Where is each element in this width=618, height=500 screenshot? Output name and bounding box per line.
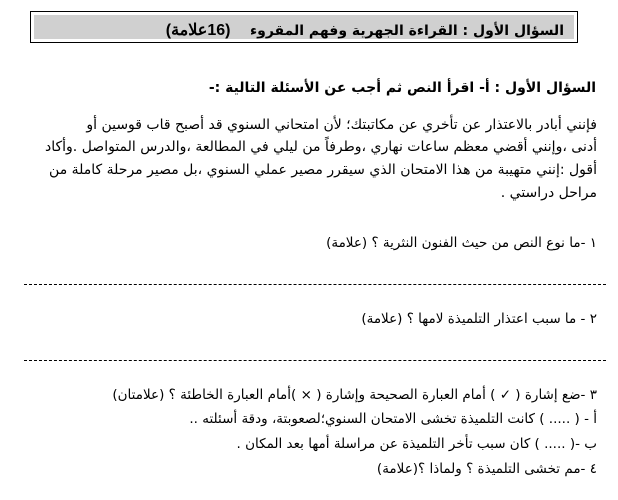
passage-line-3: أقول :إنني متهيبة من هذا الامتحان الذي سيقرر مصير عملي السنوي ،بل مصير مرحلة كاملة من [49, 162, 597, 178]
question-2: ٢ - ما سبب اعتذار التلميذة لامها ؟ (علامة) [361, 311, 597, 327]
answer-line-2 [24, 360, 606, 361]
section-header-shading [34, 15, 574, 39]
section-header-title [166, 20, 564, 40]
question-3: ٣ -ضع إشارة ( ✓ ) أمام العبارة الصحيحة وإشارة ( × )أمام العبارة الخاطئة ؟ (علامتان) [112, 387, 597, 403]
answer-line-1 [24, 284, 606, 285]
question-3a: أ - ( ..... ) كانت التلميذة تخشى الامتحان السنوي؛لصعوبتة، ودقة أسئلته .. [189, 411, 597, 427]
question-3b: ب -( ..... ) كان سبب تأخر التلميذة عن مراسلة أمها بعد المكان . [236, 436, 597, 452]
question-title: السؤال الأول : أ- اقرأ النص ثم أجب عن الأسئلة التالية :- [208, 80, 596, 96]
passage-line-2: أدنى ،وإنني أقضي معظم ساعات نهاري ،وطرفاً من ليلي في المطالعة ،والدرس المتواصل .وأكاد [44, 139, 597, 155]
passage-line-4: مراحل دراستي . [500, 185, 597, 201]
section-header-box [30, 11, 578, 43]
question-1: ١ -ما نوع النص من حيث الفنون النثرية ؟ (علامة) [326, 235, 597, 251]
section-header-marks: (16علامة) [165, 22, 231, 39]
section-header-title-text: السؤال الأول : القراءة الجهرية وفهم المقروء [249, 23, 564, 39]
question-4: ٤ -مم تخشى التلميذة ؟ ولماذا ؟(علامة) [376, 461, 597, 477]
passage-line-1: فإنني أبادر بالاعتذار عن تأخري عن مكاتبتك؛ لأن امتحاني السنوي قد أصبح قاب قوسين أو [86, 117, 597, 133]
